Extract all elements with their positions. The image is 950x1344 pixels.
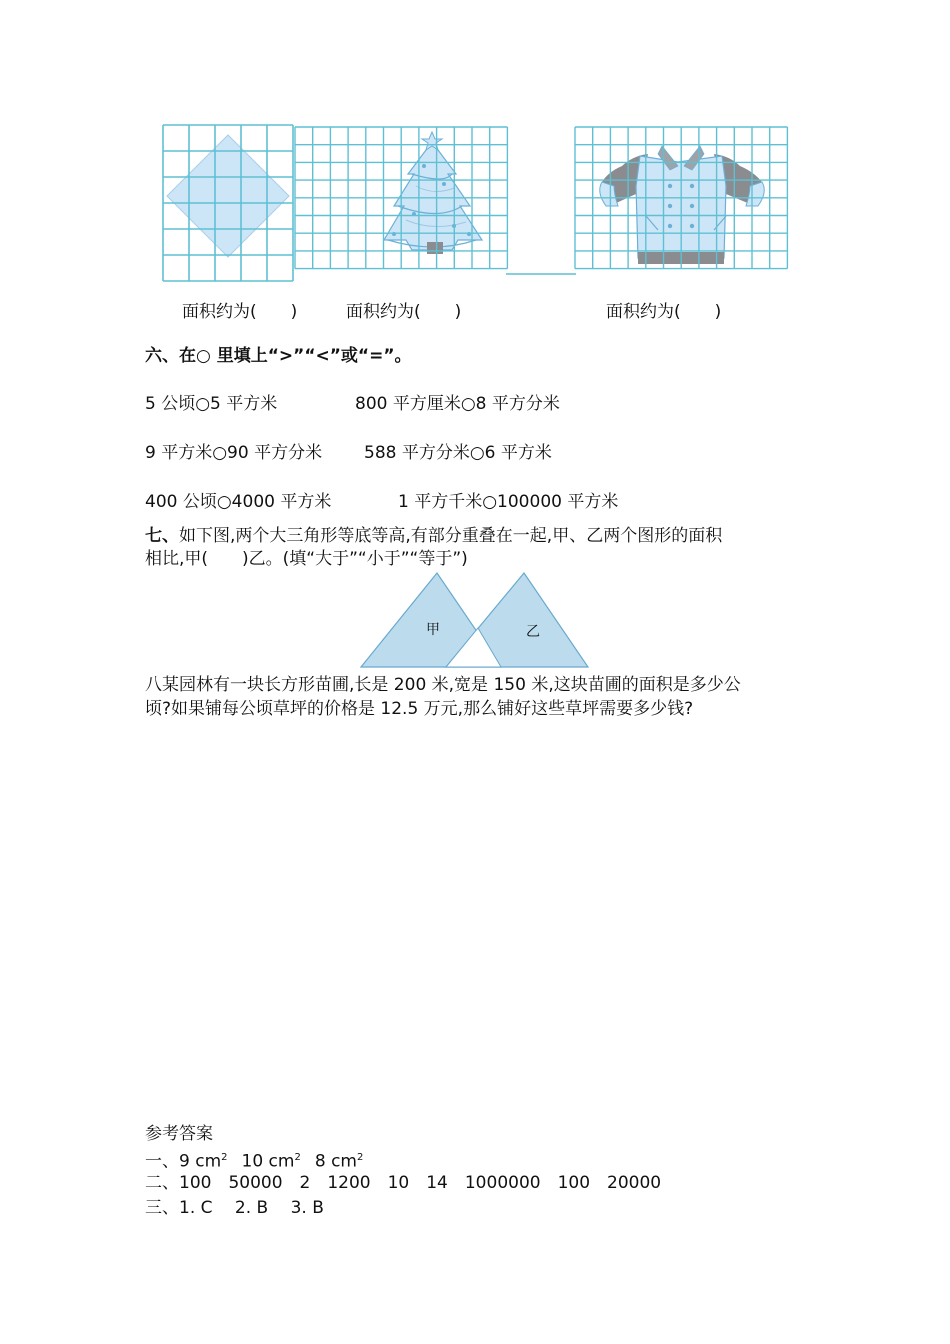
answers-line1-prefix: 一、 xyxy=(145,1151,179,1172)
compare-row3-left: 400 公顷○4000 平方米 xyxy=(145,492,332,512)
section7-line1 xyxy=(145,524,722,548)
section6-title: 六、在○ 里填上“>”“<”或“=”。 xyxy=(145,346,412,366)
compare-row2-left: 9 平方米○90 平方分米 xyxy=(145,443,323,463)
answers-line3: 三、1. C 2. B 3. B xyxy=(145,1198,324,1218)
compare-row1-left: 5 公顷○5 平方米 xyxy=(145,394,278,414)
answers-heading: 参考答案 xyxy=(145,1124,213,1144)
rotated-square-shape xyxy=(167,135,289,257)
area-label-1: 面积约为( ) xyxy=(182,302,298,322)
answers-line1 xyxy=(145,1146,363,1174)
answer-1b: 10 cm xyxy=(241,1151,295,1172)
sup-1a: 2 xyxy=(221,1152,228,1163)
compare-row2-right: 588 平方分米○6 平方米 xyxy=(364,443,552,463)
grid-figure-jacket xyxy=(574,126,790,276)
baseline-connector xyxy=(506,272,576,276)
answers-line2: 二、100 50000 2 1200 10 14 1000000 100 20000 xyxy=(145,1173,662,1193)
overlapping-triangles xyxy=(358,570,592,670)
sup-1b: 2 xyxy=(294,1152,301,1163)
compare-row3-right: 1 平方千米○100000 平方米 xyxy=(398,492,619,512)
grid-figure-tree xyxy=(294,126,508,276)
section8-line1: 八某园林有一块长方形苗圃,长是 200 米,宽是 150 米,这块苗圃的面积是多少公 xyxy=(145,675,741,695)
section7-number: 七、 xyxy=(145,526,179,546)
section8-line2: 顷?如果铺每公顷草坪的价格是 12.5 万元,那么铺好这些草坪需要多少钱? xyxy=(145,699,694,719)
answer-1a: 9 cm xyxy=(179,1151,222,1172)
sup-1c: 2 xyxy=(356,1152,364,1163)
label-jia: 甲 xyxy=(426,622,440,638)
compare-row1-right: 800 平方厘米○8 平方分米 xyxy=(355,394,560,414)
area-label-3: 面积约为( ) xyxy=(606,302,722,322)
section7-line2: 相比,甲( )乙。(填“大于”“小于”“等于”) xyxy=(145,549,468,569)
label-yi: 乙 xyxy=(526,624,540,640)
christmas-tree-shape xyxy=(384,132,482,254)
section7-text1: 如下图,两个大三角形等底等高,有部分重叠在一起,甲、乙两个图形的面积 xyxy=(179,526,723,546)
answer-1c: 8 cm xyxy=(314,1151,357,1172)
jacket-shape xyxy=(600,146,765,264)
grid-figure-square xyxy=(162,124,296,276)
area-label-2: 面积约为( ) xyxy=(346,302,462,322)
